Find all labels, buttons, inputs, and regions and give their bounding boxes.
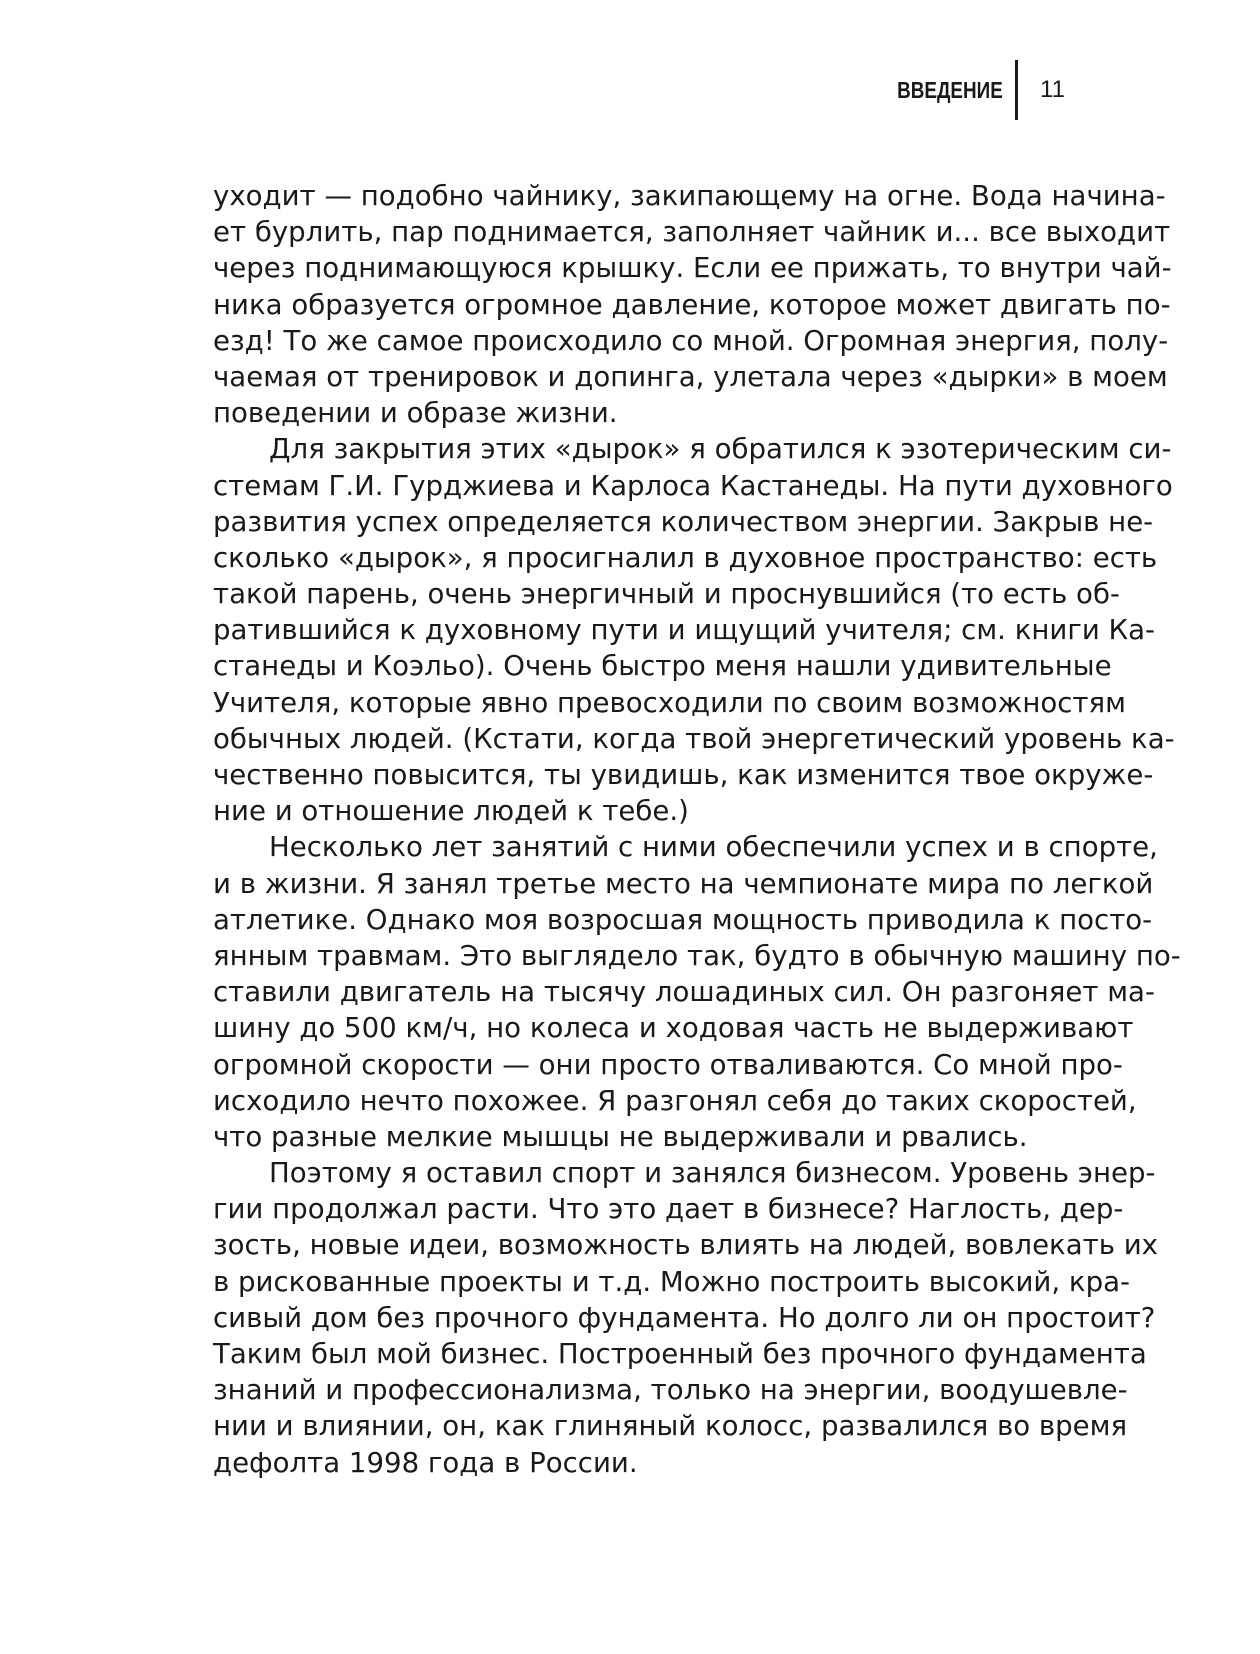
text-line: такой парень, очень энергичный и проснувшийся (то есть об-	[213, 577, 1120, 611]
text-line: Для закрытия этих «дырок» я обратился к эзотерическим си-	[269, 432, 1172, 466]
text-line: езд! То же самое происходило со мной. Огромная энергия, полу-	[213, 323, 1169, 357]
text-line: через поднимающуюся крышку. Если ее прижать, то внутри чай-	[213, 251, 1172, 285]
text-line: ставили двигатель на тысячу лошадиных сил. Он разгоняет ма-	[213, 975, 1155, 1009]
text-line: ние и отношение людей к тебе.)	[213, 794, 689, 828]
text-line: нии и влиянии, он, как глиняный колосс, развалился во время	[213, 1409, 1128, 1443]
text-line: ника образуется огромное давление, которое может двигать по-	[213, 287, 1171, 321]
text-line: станеды и Коэльо). Очень быстро меня нашли удивительные	[213, 649, 1112, 683]
text-line: исходило нечто похожее. Я разгонял себя до таких скоростей,	[213, 1083, 1137, 1117]
text-line: обычных людей. (Кстати, когда твой энергетический уровень ка-	[213, 721, 1175, 755]
page-number: 11	[1040, 76, 1065, 103]
text-line: что разные мелкие мышцы не выдерживали и рвались.	[213, 1119, 1028, 1153]
text-line: уходит — подобно чайнику, закипающему на огне. Вода начина-	[213, 179, 1166, 212]
text-line: шину до 500 км/ч, но колеса и ходовая часть не выдерживают	[213, 1011, 1134, 1045]
text-line: чаемая от тренировок и допинга, улетала через «дырки» в моем	[213, 359, 1168, 393]
text-line: знаний и профессионализма, только на энергии, воодушевле-	[213, 1373, 1128, 1407]
text-line: стемам Г.И. Гурджиева и Карлоса Кастанеды. На пути духовного	[213, 468, 1173, 502]
running-header	[874, 60, 1070, 120]
text-line: огромной скорости — они просто отваливаются. Со мной про-	[213, 1047, 1123, 1081]
text-line: атлетике. Однако моя возросшая мощность приводила к посто-	[213, 902, 1153, 936]
text-line: ратившийся к духовному пути и ищущий учителя; см. книги Ка-	[213, 613, 1156, 647]
text-line: в рискованные проекты и т.д. Можно построить высокий, кра-	[213, 1264, 1130, 1298]
header-divider	[1015, 60, 1018, 120]
text-line: янным травмам. Это выглядело так, будто в обычную машину по-	[213, 938, 1181, 972]
text-line: Несколько лет занятий с ними обеспечили успех и в спорте,	[269, 830, 1158, 864]
text-line: Таким был мой бизнес. Построенный без прочного фундамента	[213, 1337, 1147, 1370]
text-line: зость, новые идеи, возможность влиять на людей, вовлекать их	[213, 1228, 1158, 1262]
body-text	[213, 178, 1181, 1481]
text-line: развития успех определяется количеством энергии. Закрыв не-	[213, 504, 1154, 538]
text-line: чественно повысится, ты увидишь, как изменится твое окруже-	[213, 758, 1154, 791]
text-line: и в жизни. Я занял третье место на чемпионате мира по легкой	[213, 866, 1154, 900]
text-line: сивый дом без прочного фундамента. Но долго ли он простоит?	[213, 1300, 1156, 1334]
text-line: дефолта 1998 года в России.	[213, 1445, 638, 1479]
text-line: гии продолжал расти. Что это дает в бизнесе? Наглость, дер-	[213, 1192, 1124, 1226]
text-line: поведении и образе жизни.	[213, 396, 618, 430]
section-title: ВВЕДЕНИЕ	[897, 76, 1003, 103]
text-line: Учителя, которые явно превосходили по своим возможностям	[213, 685, 1126, 719]
text-line: сколько «дырок», я просигналил в духовное пространство: есть	[213, 540, 1158, 574]
text-line: Поэтому я оставил спорт и занялся бизнесом. Уровень энер-	[269, 1156, 1156, 1190]
text-line: ет бурлить, пар поднимается, заполняет чайник и... все выходит	[213, 215, 1171, 249]
